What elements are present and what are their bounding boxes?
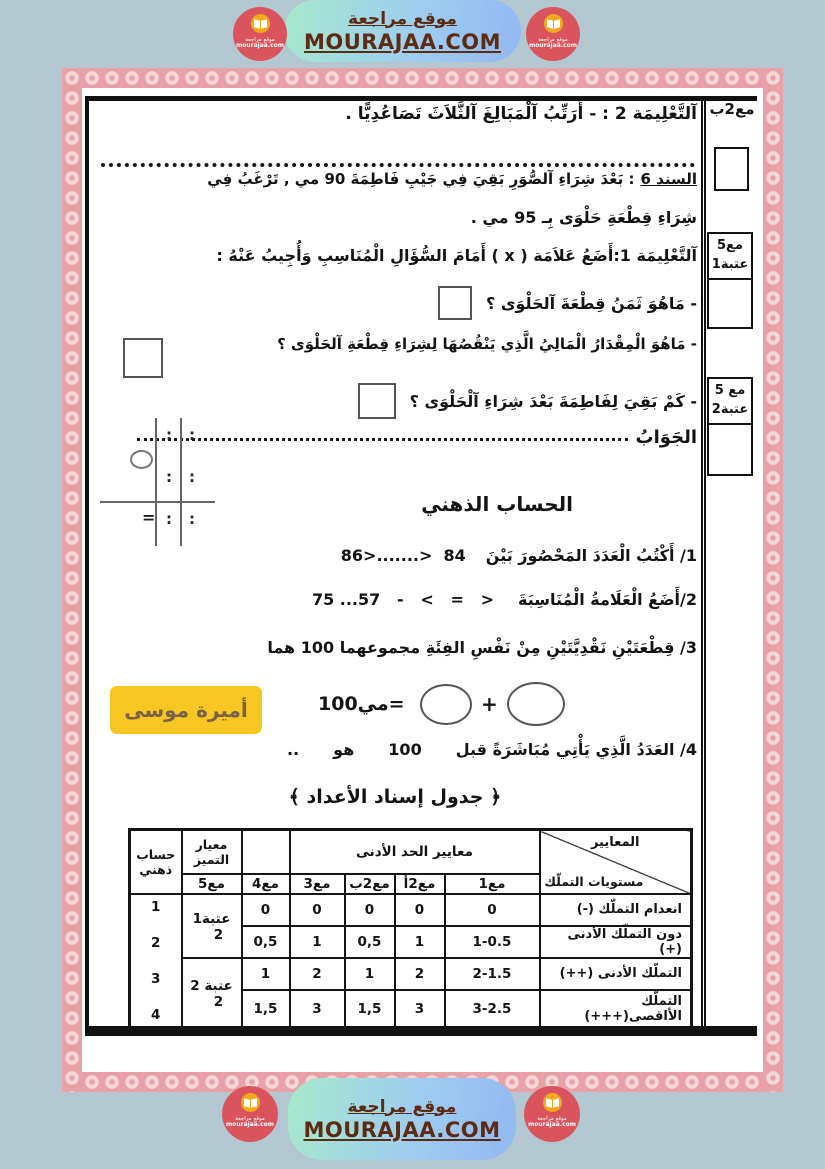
margin-box1-empty-cell [709, 280, 751, 327]
mental-item-2-expression: 75 ...57 - < = > [311, 590, 494, 609]
question-1-answer-box [438, 286, 472, 320]
col-header: مع2أ [395, 874, 445, 894]
table-corner-cell [540, 830, 692, 894]
margin-score-box [714, 147, 749, 191]
logo-site-url: mourajaa.com [225, 1121, 275, 1129]
table-row: دون التملّك الأدنى (+) 1-0.5 1 0,5 1 0,5 [130, 926, 692, 958]
logo-site-name: موقع مراجعة [538, 37, 568, 43]
coin-circles [420, 682, 565, 726]
top-banner [284, 0, 521, 62]
mental-item-1-expression: 86>.......> 84 [340, 546, 466, 565]
col-header: مع4 [242, 874, 290, 894]
margin-criterion-box-2 [707, 377, 753, 476]
mental-item-3 [93, 638, 697, 657]
margin-box2-criterion: مع 5 [714, 383, 746, 398]
sanad-text-2: شِرَاءِ قِطْعَةِ حَلْوَى بِـ 95 مي . [470, 208, 697, 227]
logo-site-url: mourajaa.com [235, 42, 285, 50]
margin-criterion-box-1 [707, 232, 753, 329]
grid-line [100, 501, 215, 503]
mental-values-cell: 1 2 3 4 [130, 894, 182, 1029]
instruction-2-text: آلتَّعْلِيمَة 2 : - أُرَتِّبُ آلْمَبَالِغَ آلثَّلاَثَ تَصَاعُدِيًّا . [345, 104, 697, 124]
coin-circle [507, 682, 565, 726]
mental-math-header: حساب ذهني [130, 830, 182, 894]
plus-sign: + [481, 692, 498, 716]
question-2-answer-box [123, 338, 163, 378]
coin-circle [420, 684, 472, 725]
mental-math-title: الحساب الذهني [421, 492, 573, 516]
row-label: التملّك الأدنى (++) [540, 958, 692, 991]
answer-dotted-line [101, 163, 695, 167]
logo-site-url: mourajaa.com [527, 1121, 577, 1129]
mental-item-2 [93, 590, 697, 609]
col-header: مع3 [290, 874, 345, 894]
min-criteria-header: معايير الحد الأدنى [290, 830, 540, 874]
logo-site-url: mourajaa.com [528, 42, 578, 50]
grid-line [180, 418, 182, 546]
scoring-table [128, 828, 693, 1030]
operation-grid: : : : : : : = [100, 418, 215, 546]
table-row: التملّك الأدنى (++) 2-1.5 2 1 2 1 عتبة 2 2 [130, 958, 692, 991]
site-url-link[interactable]: MOURAJAA.COM [303, 1117, 501, 1142]
mental-item-4-dots: .. [287, 740, 300, 759]
margin-box1-threshold: عتبة1 [711, 257, 749, 272]
logo-site-name: موقع مراجعة [537, 1116, 567, 1122]
row-label: التملّك الأاقصى(+++) [540, 990, 692, 1028]
col-header: مع1 [445, 874, 540, 894]
decorative-border-right [763, 68, 783, 1092]
question-3-text: - كَمْ بَقِيَ لِفَاطِمَةَ بَعْدَ شِرَاءِ آلْحَلْوَى ؟ [409, 391, 697, 411]
question-1-text: - مَاهُوَ ثَمَنُ قِطْعَةَ آلحَلْوَى ؟ [486, 293, 697, 313]
threshold-cell-2: عتبة 2 2 [182, 958, 242, 1029]
carry-circle [130, 450, 153, 469]
book-icon [241, 1093, 260, 1112]
bottom-banner [288, 1078, 516, 1160]
logo-site-name: موقع مراجعة [245, 37, 275, 43]
mental-item-4-number: 100 [388, 740, 422, 759]
threshold-cell-1: عتبة1 2 [182, 894, 242, 958]
col-header: مع5 [182, 874, 242, 894]
empty-header-cell [242, 830, 290, 874]
book-icon [543, 1093, 562, 1112]
book-icon [544, 14, 563, 33]
margin-box2-empty-cell [709, 425, 751, 474]
corner-levels-label: مستويات التملّك [544, 873, 644, 889]
student-name-highlight: أميرة موسى [110, 686, 262, 734]
mourajaa-logo [222, 1086, 278, 1142]
question-2-text: - مَاهُوَ الْمِقْدَارُ الْمَالِيُ الَّذِي يَنْقُصُهَا لِشِرَاءِ قِطْعَةِ آلحَلْوَى ؟ [277, 335, 697, 353]
excellence-header: معيار التميز [182, 830, 242, 874]
instruction-1-text: آلتَّعْلِيمَة 1:أَضَعُ عَلاَمَة ( x ) أَمَامَ السُّؤَالِ الْمُنَاسِبِ وَأُجِيبُ عَنْهُ : [216, 246, 697, 265]
coin-equation: مي100= [318, 693, 405, 715]
mourajaa-logo [233, 7, 287, 61]
row-label: انعدام التملّك (-) [540, 894, 692, 926]
question-2-line [93, 335, 697, 353]
instruction-2-line [93, 104, 697, 124]
answer-label: الجَوَابُ [635, 427, 697, 448]
logo-site-name: موقع مراجعة [235, 1116, 265, 1122]
mental-item-3-text: 3/ قِطْعَتَيْنِ نَقْدِيَّتَيْنِ مِنْ نَفْسِ الفِئَةِ مجموعهما 100 هما [267, 638, 697, 657]
mental-item-4-text: 4/ العَدَدُ الَّذِي يَأْتِي مُبَاشَرَةً قبل [455, 740, 697, 759]
question-3-line [93, 383, 697, 419]
sanad-line-2 [93, 208, 697, 227]
question-1-line [93, 286, 697, 320]
sanad-line-1 [93, 170, 697, 188]
table-row: التملّك الأاقصى(+++) 3-2.5 3 1,5 3 1,5 [130, 990, 692, 1028]
decorative-border-left [62, 68, 82, 1092]
mourajaa-logo [524, 1086, 580, 1142]
margin-criterion-label: مع2ب [709, 100, 755, 118]
answer-line [137, 427, 697, 448]
mental-item-1 [93, 546, 697, 565]
margin-box1-criterion: مع5 [717, 238, 743, 253]
margin-box2-threshold: عتبة2 [711, 402, 749, 417]
book-icon [251, 14, 270, 33]
site-url-link[interactable]: MOURAJAA.COM [303, 29, 502, 54]
instruction-1-line [93, 246, 697, 265]
mourajaa-logo [526, 7, 580, 61]
row-label: دون التملّك الأدنى (+) [540, 926, 692, 958]
question-3-answer-box [358, 383, 396, 419]
mental-item-2-text: 2/أَضَعُ الْعَلَامةُ الْمُنَاسِبَةَ [517, 590, 697, 609]
sanad-title: السند 6 [640, 170, 697, 188]
table-row: انعدام التملّك (-) 0 0 0 0 0 عتبة1 2 1 2 3 4 [130, 894, 692, 926]
sanad-text: : بَعْدَ شِرَاءِ آلصُّوَرِ بَقِيَ فِي جَيْبِ فَاطِمَةَ 90 مي , تَرْغَبُ فِي [207, 170, 635, 188]
equals-sign: = [142, 508, 156, 527]
score-table-title: ﴿ جدول إسناد الأعداد ﴾ [288, 786, 502, 808]
mental-item-1-text: 1/ أَكْتُبُ الْعَدَدَ المَحْصُورَ بَيْنَ [485, 546, 697, 565]
corner-criteria-label: المعايير [590, 835, 640, 850]
mental-item-4 [93, 740, 697, 759]
site-name-link[interactable]: موقع مراجعة [347, 1096, 457, 1117]
worksheet-page [62, 68, 783, 1092]
content-frame [85, 101, 706, 1026]
decorative-border-top [62, 68, 783, 88]
col-header: مع2ب [345, 874, 395, 894]
site-name-link[interactable]: موقع مراجعة [348, 8, 457, 29]
mental-item-4-word: هو [333, 740, 355, 759]
